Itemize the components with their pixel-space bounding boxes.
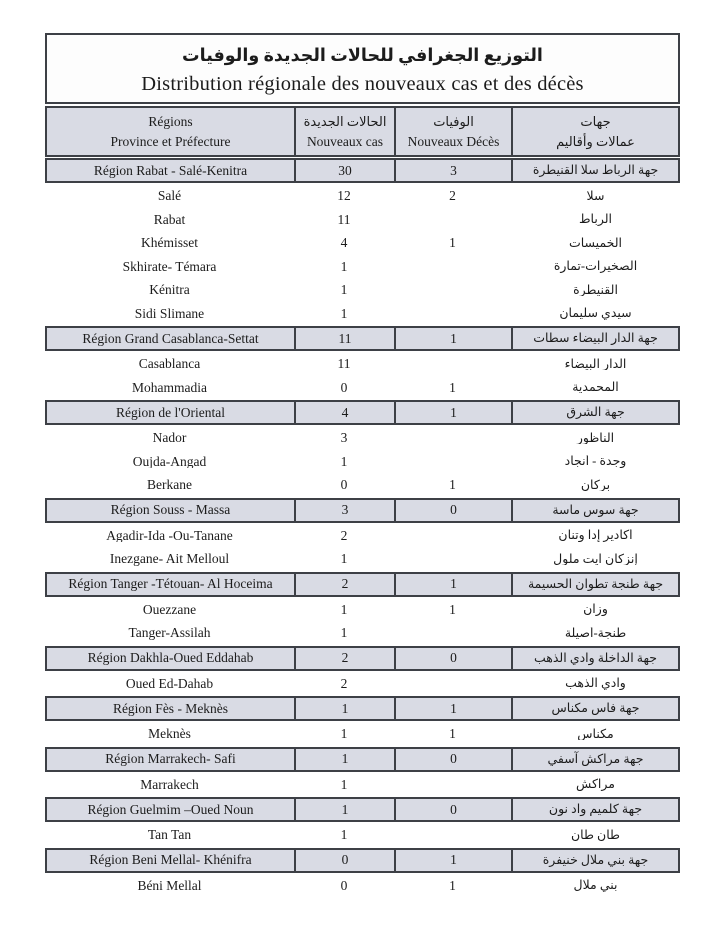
header-regions-line1: Régions [148, 114, 193, 129]
row-name-fr: Marrakech [140, 777, 199, 791]
row-new-deaths: 0 [396, 799, 513, 820]
row-new-cases: 1 [340, 283, 348, 297]
row-new-deaths: 1 [449, 602, 456, 616]
row-name-ar: الدار البيضاء [564, 357, 627, 370]
row-new-deaths: 1 [396, 850, 513, 871]
row-name-ar: أكادير إدا وتنان [558, 529, 633, 542]
table-header-row [45, 106, 680, 157]
row-name-fr: Région de l'Oriental [47, 402, 296, 423]
row-name-fr: Skhirate- Témara [122, 259, 217, 273]
row-new-cases: 0 [340, 478, 348, 492]
row-name-fr: Ouezzane [142, 602, 197, 616]
row-new-cases: 11 [296, 328, 396, 349]
row-name-fr: Casablanca [138, 357, 201, 371]
row-new-cases: 2 [296, 648, 396, 669]
row-new-deaths: 1 [449, 236, 456, 250]
row-name-ar: وزان [583, 603, 608, 616]
row-name-ar: جهة الرباط سلا القنيطرة [532, 163, 659, 178]
region-row [45, 326, 680, 351]
row-new-cases: 1 [340, 259, 348, 273]
row-new-cases: 3 [340, 431, 348, 445]
row-new-deaths: 0 [396, 500, 513, 521]
header-deaths-arabic: الوفيات [433, 114, 474, 129]
row-name-fr: Région Grand Casablanca-Settat [47, 328, 296, 349]
header-regions-ar-line2: عمالات وأقاليم [556, 134, 635, 149]
region-row [45, 498, 680, 523]
row-new-cases: 12 [337, 189, 351, 203]
row-name-fr: Tan Tan [147, 828, 192, 842]
row-new-deaths: 1 [449, 380, 456, 394]
table-title [45, 33, 680, 104]
row-name-ar: إنزكان آيت ملول [553, 552, 638, 565]
province-row [45, 352, 680, 376]
province-row [45, 524, 680, 548]
row-name-ar: جهة الدار البيضاء سطات [533, 331, 658, 346]
region-row [45, 747, 680, 772]
row-name-fr: Nador [152, 431, 187, 445]
distribution-table [45, 33, 680, 897]
row-name-fr: Région Fès - Meknès [47, 698, 296, 719]
row-new-cases: 1 [340, 828, 348, 842]
province-row [45, 426, 680, 450]
row-name-ar: جهة الداخلة وادي الذهب [533, 650, 658, 665]
row-name-fr: Khémisset [141, 236, 198, 250]
row-name-fr: Béni Mellal [137, 878, 202, 892]
row-new-cases: 1 [340, 727, 348, 741]
row-name-fr: Région Beni Mellal- Khénifra [47, 850, 296, 871]
province-row [45, 450, 680, 474]
row-new-deaths: 0 [396, 749, 513, 770]
province-row [45, 473, 680, 497]
header-regions-ar-line1: جهات [580, 114, 611, 129]
header-deaths-french: Nouveaux Décès [407, 134, 500, 149]
province-row [45, 598, 680, 622]
row-name-ar: الصخيرات-تمارة [553, 260, 638, 273]
row-new-cases: 0 [296, 850, 396, 871]
row-new-cases: 1 [340, 626, 348, 640]
province-row [45, 302, 680, 326]
row-name-fr: Région Marrakech- Safi [47, 749, 296, 770]
row-new-cases: 1 [296, 698, 396, 719]
row-new-cases: 0 [340, 878, 348, 892]
row-new-cases: 2 [340, 528, 348, 542]
row-new-cases: 1 [340, 454, 348, 468]
row-name-fr: Région Guelmim –Oued Noun [47, 799, 296, 820]
row-name-fr: Mohammadia [132, 380, 207, 394]
row-new-cases: 3 [296, 500, 396, 521]
table-title-french: Distribution régionale des nouveaux cas et des décès [141, 73, 584, 95]
row-new-cases: 1 [340, 306, 348, 320]
province-row [45, 672, 680, 696]
header-col-regions-arabic [513, 108, 678, 155]
row-new-cases: 2 [296, 574, 396, 595]
row-name-ar: الرباط [578, 213, 613, 226]
row-name-ar: طان طان [571, 828, 620, 841]
province-row [45, 278, 680, 302]
row-name-ar: الناظور [576, 431, 615, 444]
row-name-fr: Sidi Slimane [134, 306, 205, 320]
row-name-fr: Tanger-Assilah [128, 626, 211, 640]
row-new-cases: 1 [296, 749, 396, 770]
region-row [45, 646, 680, 671]
row-new-cases: 11 [337, 212, 351, 226]
row-name-ar: الخميسات [568, 236, 623, 249]
row-name-ar: جهة طنجة تطوان الحسيمة [527, 576, 664, 591]
row-name-fr: Oued Ed-Dahab [125, 676, 214, 690]
province-row [45, 547, 680, 571]
province-row [45, 255, 680, 279]
table-body [45, 158, 680, 897]
region-row [45, 797, 680, 822]
row-name-ar: بني ملال [573, 879, 618, 892]
row-new-deaths: 2 [449, 189, 456, 203]
row-new-cases: 1 [296, 799, 396, 820]
row-new-cases: 4 [296, 402, 396, 423]
region-row [45, 848, 680, 873]
row-new-deaths: 1 [449, 727, 456, 741]
row-name-ar: مراكش [576, 778, 615, 791]
province-row [45, 823, 680, 847]
header-cases-arabic: الحالات الجديدة [303, 114, 387, 129]
table-title-arabic: التوزيع الجغرافي للحالات الجديدة والوفيات [182, 45, 543, 65]
row-name-fr: Salé [157, 189, 182, 203]
row-name-ar: وادي الذهب [565, 677, 626, 690]
row-new-cases: 30 [296, 160, 396, 181]
row-new-deaths: 1 [449, 478, 456, 492]
region-row [45, 696, 680, 721]
row-name-ar: بركان [580, 478, 611, 491]
row-name-ar: وجدة - أنجاد [564, 455, 627, 468]
header-cases-french: Nouveaux cas [306, 134, 384, 149]
row-name-fr: Meknès [148, 727, 191, 741]
row-name-fr: Inezgane- Ait Melloul [109, 552, 230, 566]
row-name-fr: Rabat [153, 212, 186, 226]
row-name-fr: Région Rabat - Salé-Kenitra [47, 160, 296, 181]
province-row [45, 376, 680, 400]
row-name-ar: جهة الشرق [566, 405, 625, 420]
province-row [45, 184, 680, 208]
row-new-deaths: 1 [449, 878, 456, 892]
row-new-cases: 11 [337, 357, 351, 371]
row-new-deaths: 1 [396, 574, 513, 595]
row-new-cases: 1 [340, 552, 348, 566]
row-name-ar: المحمدية [572, 381, 619, 394]
row-name-ar: القنيطرة [573, 283, 618, 296]
header-col-regions [47, 108, 296, 155]
row-new-cases: 0 [340, 380, 348, 394]
row-name-fr: Oujda-Angad [132, 454, 207, 468]
row-new-deaths: 1 [396, 698, 513, 719]
province-row [45, 874, 680, 898]
row-name-ar: سلا [586, 189, 605, 202]
row-name-ar: طنجة-أصيلة [564, 626, 627, 639]
row-name-fr: Région Tanger -Tétouan- Al Hoceima [47, 574, 296, 595]
row-name-ar: مكناس [577, 727, 614, 740]
row-new-cases: 1 [340, 602, 348, 616]
province-row [45, 773, 680, 797]
row-new-deaths: 3 [396, 160, 513, 181]
header-regions-line2: Province et Préfecture [110, 134, 231, 149]
province-row [45, 621, 680, 645]
region-row [45, 400, 680, 425]
row-new-deaths: 0 [396, 648, 513, 669]
province-row [45, 231, 680, 255]
row-new-deaths: 1 [396, 328, 513, 349]
header-col-new-cases [296, 108, 396, 155]
row-name-ar: جهة مراكش آسفي [547, 751, 644, 766]
row-new-deaths: 1 [396, 402, 513, 423]
row-new-cases: 1 [340, 777, 348, 791]
header-col-new-deaths [396, 108, 513, 155]
row-name-ar: جهة سوس ماسة [552, 502, 639, 517]
row-new-cases: 2 [340, 676, 348, 690]
row-name-fr: Agadir-Ida -Ou-Tanane [106, 528, 233, 542]
region-row [45, 158, 680, 183]
row-new-cases: 4 [340, 236, 348, 250]
row-name-ar: جهة بني ملال خنيفرة [542, 852, 649, 867]
province-row [45, 208, 680, 232]
row-name-ar: سيدي سليمان [559, 307, 632, 320]
row-name-fr: Kénitra [149, 283, 190, 297]
province-row [45, 722, 680, 746]
row-name-fr: Région Souss - Massa [47, 500, 296, 521]
row-name-ar: جهة فاس مكناس [551, 701, 640, 716]
row-name-ar: جهة كلميم واد نون [548, 802, 643, 817]
region-row [45, 572, 680, 597]
row-name-fr: Région Dakhla-Oued Eddahab [47, 648, 296, 669]
row-name-fr: Berkane [147, 478, 192, 492]
